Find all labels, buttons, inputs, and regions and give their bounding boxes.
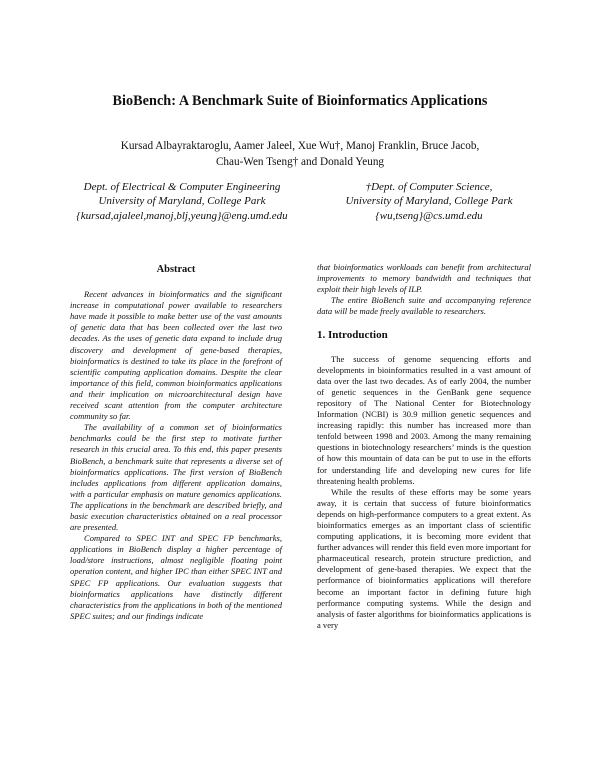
- affiliation-right-univ: University of Maryland, College Park: [345, 195, 513, 208]
- abstract-paragraph-4: The entire BioBench suite and accompanying reference data will be made freely available to researchers.: [317, 295, 531, 317]
- authors-line-2: Chau-Wen Tseng† and Donald Yeung: [215, 156, 385, 168]
- affiliation-left-dept: Dept. of Electrical & Computer Engineering: [83, 181, 281, 193]
- abstract-paragraph-3: Compared to SPEC INT and SPEC FP benchmarks, applications in BioBench display a higher percentage of load/store instructions, almost negligible floating point operation content, and higher IPC than either SPEC INT and SPEC FP applications. Our evaluation suggests that bioinformatics applications have distinctly different characteristics from the applications in both of the mentioned SPEC suites; and our findings indicate: [70, 533, 282, 621]
- abstract-paragraph-3-continued: that bioinformatics workloads can benefit from architectural improvements to memory bandwidth and techniques that exploit their high levels of ILP.: [317, 262, 531, 295]
- abstract-paragraph-1: Recent advances in bioinformatics and the significant increase in computational power available to researchers have made it possible to make better use of the vast amounts of genetic data that has been collected over the last two decades. As the uses of genetic data expand to include drug discovery and development of gene-based therapies, bioinformatics is destined to take its place in the forefront of scientific computing application domains. Despite the clear importance of this field, common bioinformatics applications and their implication on microarchitectural design have received scant attention from the computer architecture community so far.: [70, 289, 282, 422]
- affiliation-right: [324, 180, 534, 223]
- affiliation-left-univ: University of Maryland, College Park: [98, 195, 266, 208]
- left-column: [70, 264, 282, 622]
- paper-title: BioBench: A Benchmark Suite of Bioinformatics Applications: [112, 93, 488, 109]
- introduction-heading: 1. Introduction: [317, 329, 388, 342]
- affiliation-right-email: {wu,tseng}@cs.umd.edu: [375, 209, 483, 222]
- author-list: [0, 138, 600, 170]
- introduction-paragraph-1: The success of genome sequencing efforts and developments in bioinformatics resulted in a vast amount of data over the last two decades. As of early 2004, the number of genetic sequences in the GenBank gene sequence repository of The National Center for Biotechnology Information (NCBI) is 30.9 million genetic sequences and increasing rapidly: this number has increased more than tenfold between 1998 and 2003. Among the many remaining questions in biotechnology researchers’ minds is the question of how this mountain of data can be put to use in the efforts for understanding life and developing new cures for life threatening health problems.: [317, 353, 531, 486]
- abstract-heading: Abstract: [156, 264, 196, 275]
- introduction-paragraph-2: While the results of these efforts may be some years away, it is certain that success of future bioinformatics depends on high-performance computers to a great extent. As bioinformatics emerges as an important class of scientific computing applications, it is becoming more evident that further advances will render this field even more important for pharmaceutical research, protein structure prediction, and development of gene-based therapies. We expect that the performance of bioinformatics applications will therefore become an important factor in defining future high performance computing systems. While the design and analysis of faster algorithms for bioinformatics applications is a very: [317, 486, 531, 630]
- right-column: [317, 262, 531, 631]
- affiliation-left-email: {kursad,ajaleel,manoj,blj,yeung}@eng.umd.edu: [76, 209, 288, 222]
- affiliation-right-dept: †Dept. of Computer Science,: [365, 181, 493, 193]
- abstract-paragraph-2: The availability of a common set of bioinformatics benchmarks could be the first step to motivate further research in this crucial area. To this end, this paper presents BioBench, a benchmark suite that represents a diverse set of bioinformatics applications. The first version of BioBench includes applications from different application domains, with a particular emphasis on mature genomics applications. The applications in the benchmark are described briefly, and basic execution characteristics obtained on a real processor are presented.: [70, 422, 282, 533]
- authors-line-1: Kursad Albayraktaroglu, Aamer Jaleel, Xue Wu†, Manoj Franklin, Bruce Jacob,: [120, 140, 480, 152]
- affiliation-left: [62, 180, 302, 223]
